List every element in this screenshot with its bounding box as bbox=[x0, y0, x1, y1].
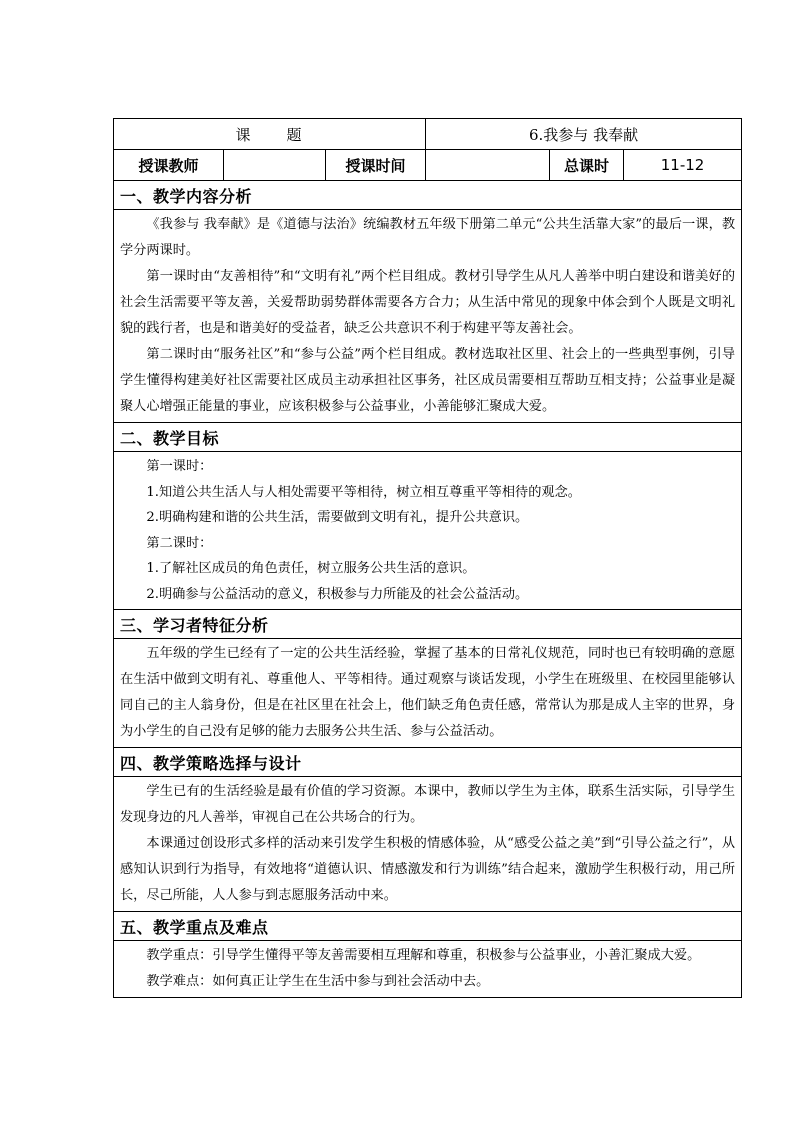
paragraph: 第二课时由“服务社区”和“参与公益”两个栏目组成。教材选取社区里、社会上的一些典型事例，引导学生懂得构建美好社区需要社区成员主动承担社区事务，社区成员需要相互帮助互相支持；公益事业是凝聚人心增强正能量的事业，应该积极参与公益事业，小善能够汇聚成大爱。 bbox=[120, 347, 736, 414]
list-item: 1.知道公共生活人与人相处需要平等相待，树立相互尊重平等相待的观念。 bbox=[146, 484, 581, 500]
section-5-heading: 五、教学重点及难点 bbox=[114, 912, 742, 941]
list-item: 第一课时： bbox=[146, 459, 213, 474]
section-1-heading-row bbox=[114, 181, 742, 210]
hours-label: 总课时 bbox=[550, 150, 624, 181]
section-4-body bbox=[114, 777, 742, 912]
teacher-label: 授课教师 bbox=[114, 150, 224, 181]
paragraph: 本课通过创设形式多样的活动来引发学生积极的情感体验，从“感受公益之美”到“引导公益之行”，从感知认识到行为指导，有效地将“道德认识、情感激发和行为训练”结合起来，激励学生积极行动，用己所长，尽己所能，人人参与到志愿服务活动中来。 bbox=[120, 836, 736, 903]
lesson-plan-table bbox=[113, 118, 742, 998]
section-5-body bbox=[114, 941, 742, 998]
section-3-heading: 三、学习者特征分析 bbox=[114, 610, 742, 639]
section-1-heading: 一、教学内容分析 bbox=[114, 181, 742, 210]
section-5-heading-row bbox=[114, 912, 742, 941]
paragraph: 第一课时由“友善相待”和“文明有礼”两个栏目组成。教材引导学生从凡人善举中明白建设和谐美好的社会生活需要平等友善，关爱帮助弱势群体需要各方合力；从生活中常见的现象中体会到个人既是文明礼貌的践行者，也是和谐美好的受益者，缺乏公共意识不利于构建平等友善社会。 bbox=[120, 269, 736, 336]
section-4-heading-row bbox=[114, 748, 742, 777]
topic-label: 课 题 bbox=[114, 119, 426, 150]
section-5-body-row bbox=[114, 941, 742, 998]
list-item: 1.了解社区成员的角色责任，树立服务公共生活的意识。 bbox=[146, 561, 476, 576]
section-3-heading-row bbox=[114, 610, 742, 639]
topic-value: 6.我参与 我奉献 bbox=[426, 119, 742, 150]
list-item: 2.明确构建和谐的公共生活，需要做到文明有礼，提升公共意识。 bbox=[146, 510, 529, 525]
teacher-value bbox=[224, 150, 326, 181]
paragraph: 教学难点：如何真正让学生在生活中参与到社会活动中去。 bbox=[146, 974, 490, 989]
list-item: 第二课时： bbox=[146, 535, 213, 551]
section-3-body bbox=[114, 639, 742, 748]
paragraph: 学生已有的生活经验是最有价值的学习资源。本课中，教师以学生为主体，联系生活实际，引导学生发现身边的凡人善举，审视自己在公共场合的行为。 bbox=[120, 784, 736, 825]
section-2-heading-row bbox=[114, 423, 742, 452]
list-item: 2.明确参与公益活动的意义，积极参与力所能及的社会公益活动。 bbox=[146, 586, 529, 602]
time-label: 授课时间 bbox=[326, 150, 426, 181]
section-4-body-row bbox=[114, 777, 742, 912]
paragraph: 五年级的学生已经有了一定的公共生活经验，掌握了基本的日常礼仪规范，同时也已有较明确的意愿在生活中做到文明有礼、尊重他人、平等相待。通过观察与谈话发现，小学生在班级里、在校园里能够认同自己的主人翁身份，但是在社区里在社会上，他们缺乏角色责任感，常常认为那是成人主宰的世界，身为小学生的自己没有足够的能力去服务公共生活、参与公益活动。 bbox=[120, 646, 736, 739]
section-1-body-row bbox=[114, 210, 742, 423]
time-value bbox=[426, 150, 550, 181]
section-2-heading: 二、教学目标 bbox=[114, 423, 742, 452]
section-2-body bbox=[114, 452, 742, 610]
paragraph: 教学重点：引导学生懂得平等友善需要相互理解和尊重，积极参与公益事业，小善汇聚成大爱。 bbox=[146, 948, 701, 963]
topic-row bbox=[114, 119, 742, 150]
section-1-body bbox=[114, 210, 742, 423]
hours-value: 11-12 bbox=[624, 150, 742, 181]
section-4-heading: 四、教学策略选择与设计 bbox=[114, 748, 742, 777]
info-row bbox=[114, 150, 742, 181]
paragraph: 《我参与 我奉献》是《道德与法治》统编教材五年级下册第二单元“公共生活靠大家”的最后一课，教学分两课时。 bbox=[120, 217, 736, 258]
lesson-plan-sheet bbox=[113, 118, 741, 998]
section-2-body-row bbox=[114, 452, 742, 610]
section-3-body-row bbox=[114, 639, 742, 748]
